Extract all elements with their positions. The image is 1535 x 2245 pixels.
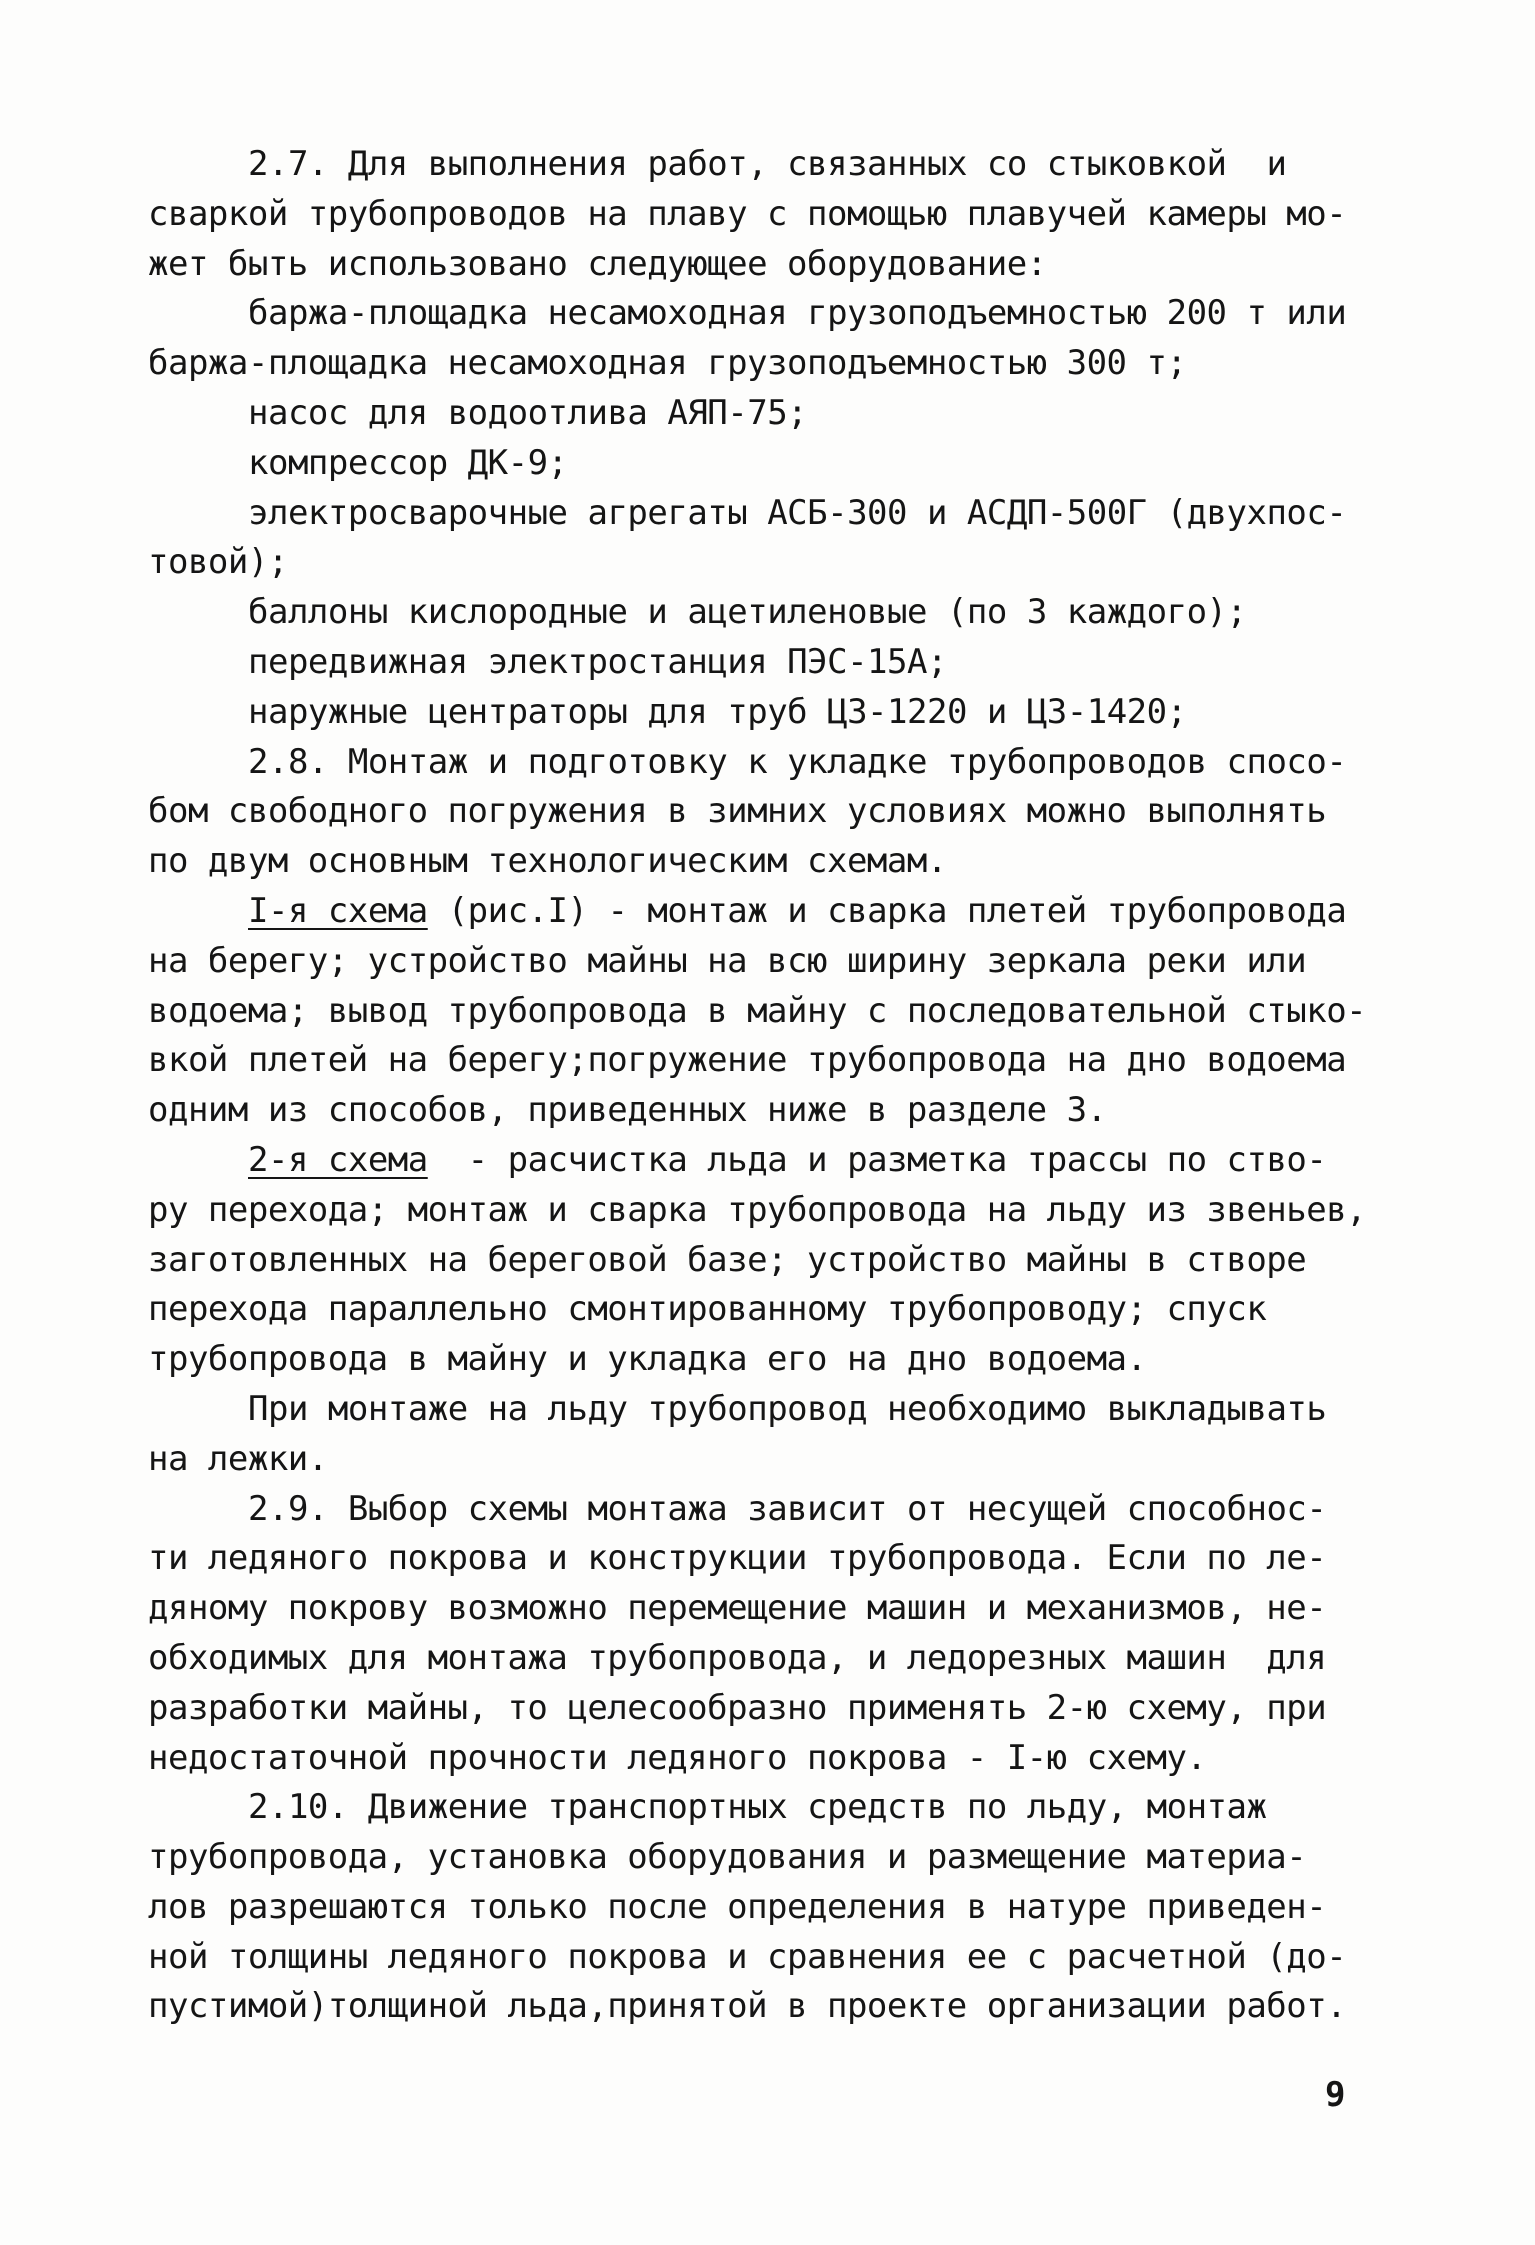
text-line bbox=[148, 1136, 1383, 1186]
text-line: ной толщины ледяного покрова и сравнения ее с расчетной (до- bbox=[148, 1936, 1347, 1977]
text-line: разработки майны, то целесообразно применять 2-ю схему, при bbox=[148, 1687, 1327, 1728]
line-text: - расчистка льда и разметка трассы по ство- bbox=[427, 1139, 1327, 1180]
text-line: баржа-площадка несамоходная грузоподъемностью 200 т или bbox=[248, 293, 1347, 334]
text-line: лов разрешаются только после определения в натуре приведен- bbox=[148, 1886, 1327, 1927]
text-line: дяному покрову возможно перемещение машин и механизмов, не- bbox=[148, 1588, 1327, 1629]
text-line: товой); bbox=[148, 542, 288, 583]
text-line: трубопровода, установка оборудования и размещение материа- bbox=[148, 1837, 1307, 1878]
text-line: передвижная электростанция ПЭС-15А; bbox=[248, 641, 947, 682]
text-line: компрессор ДК-9; bbox=[248, 442, 568, 483]
text-line: 2.9. Выбор схемы монтажа зависит от несущей способнос- bbox=[248, 1488, 1327, 1529]
text-line bbox=[148, 887, 1383, 937]
page-number: 9 bbox=[1325, 2075, 1346, 2115]
line-text: (рис.I) - монтаж и сварка плетей трубопровода bbox=[427, 890, 1347, 931]
text-line: баллоны кислородные и ацетиленовые (по 3 каждого); bbox=[248, 592, 1247, 633]
text-line: 2.8. Монтаж и подготовку к укладке трубопроводов спосо- bbox=[248, 741, 1347, 782]
text-line: обходимых для монтажа трубопровода, и ледорезных машин для bbox=[148, 1637, 1327, 1678]
text-line: сваркой трубопроводов на плаву с помощью плавучей камеры мо- bbox=[148, 193, 1347, 234]
scheme-heading: 2-я схема bbox=[248, 1139, 428, 1180]
text-line: 2.10. Движение транспортных средств по льду, монтаж bbox=[248, 1787, 1267, 1828]
text-line: 2.7. Для выполнения работ, связанных со стыковкой и bbox=[248, 144, 1287, 184]
body-text bbox=[148, 140, 1383, 2032]
text-line: жет быть использовано следующее оборудование: bbox=[148, 243, 1047, 284]
text-line: баржа-площадка несамоходная грузоподъемностью 300 т; bbox=[148, 343, 1187, 384]
text-line: бом свободного погружения в зимних условиях можно выполнять bbox=[148, 791, 1327, 832]
text-line: на берегу; устройство майны на всю ширину зеркала реки или bbox=[148, 940, 1307, 981]
text-line: трубопровода в майну и укладка его на дно водоема. bbox=[148, 1339, 1147, 1380]
scheme-heading: I-я схема bbox=[248, 890, 428, 931]
text-line: на лежки. bbox=[148, 1438, 328, 1479]
text-line: наружные центраторы для труб ЦЗ-1220 и ЦЗ-1420; bbox=[248, 691, 1187, 732]
text-line: одним из способов, приведенных ниже в разделе 3. bbox=[148, 1090, 1107, 1131]
text-line: насос для водоотлива АЯП-75; bbox=[248, 392, 808, 433]
text-line: электросварочные агрегаты АСБ-300 и АСДП-500Г (двухпос- bbox=[248, 492, 1347, 533]
text-line: перехода параллельно смонтированному трубопроводу; спуск bbox=[148, 1289, 1267, 1330]
text-line: водоема; вывод трубопровода в майну с последовательной стыко- bbox=[148, 990, 1367, 1031]
text-line: ру перехода; монтаж и сварка трубопровода на льду из звеньев, bbox=[148, 1189, 1367, 1230]
text-line: по двум основным технологическим схемам. bbox=[148, 841, 947, 882]
text-line: недостаточной прочности ледяного покрова - I-ю схему. bbox=[148, 1737, 1207, 1778]
text-line: вкой плетей на берегу;погружение трубопровода на дно водоема bbox=[148, 1040, 1347, 1081]
text-line: заготовленных на береговой базе; устройство майны в створе bbox=[148, 1239, 1307, 1280]
text-line: При монтаже на льду трубопровод необходимо выкладывать bbox=[248, 1388, 1327, 1429]
text-line: ти ледяного покрова и конструкции трубопровода. Если по ле- bbox=[148, 1538, 1327, 1579]
text-line: пустимой)толщиной льда,принятой в проекте организации работ. bbox=[148, 1986, 1347, 2027]
